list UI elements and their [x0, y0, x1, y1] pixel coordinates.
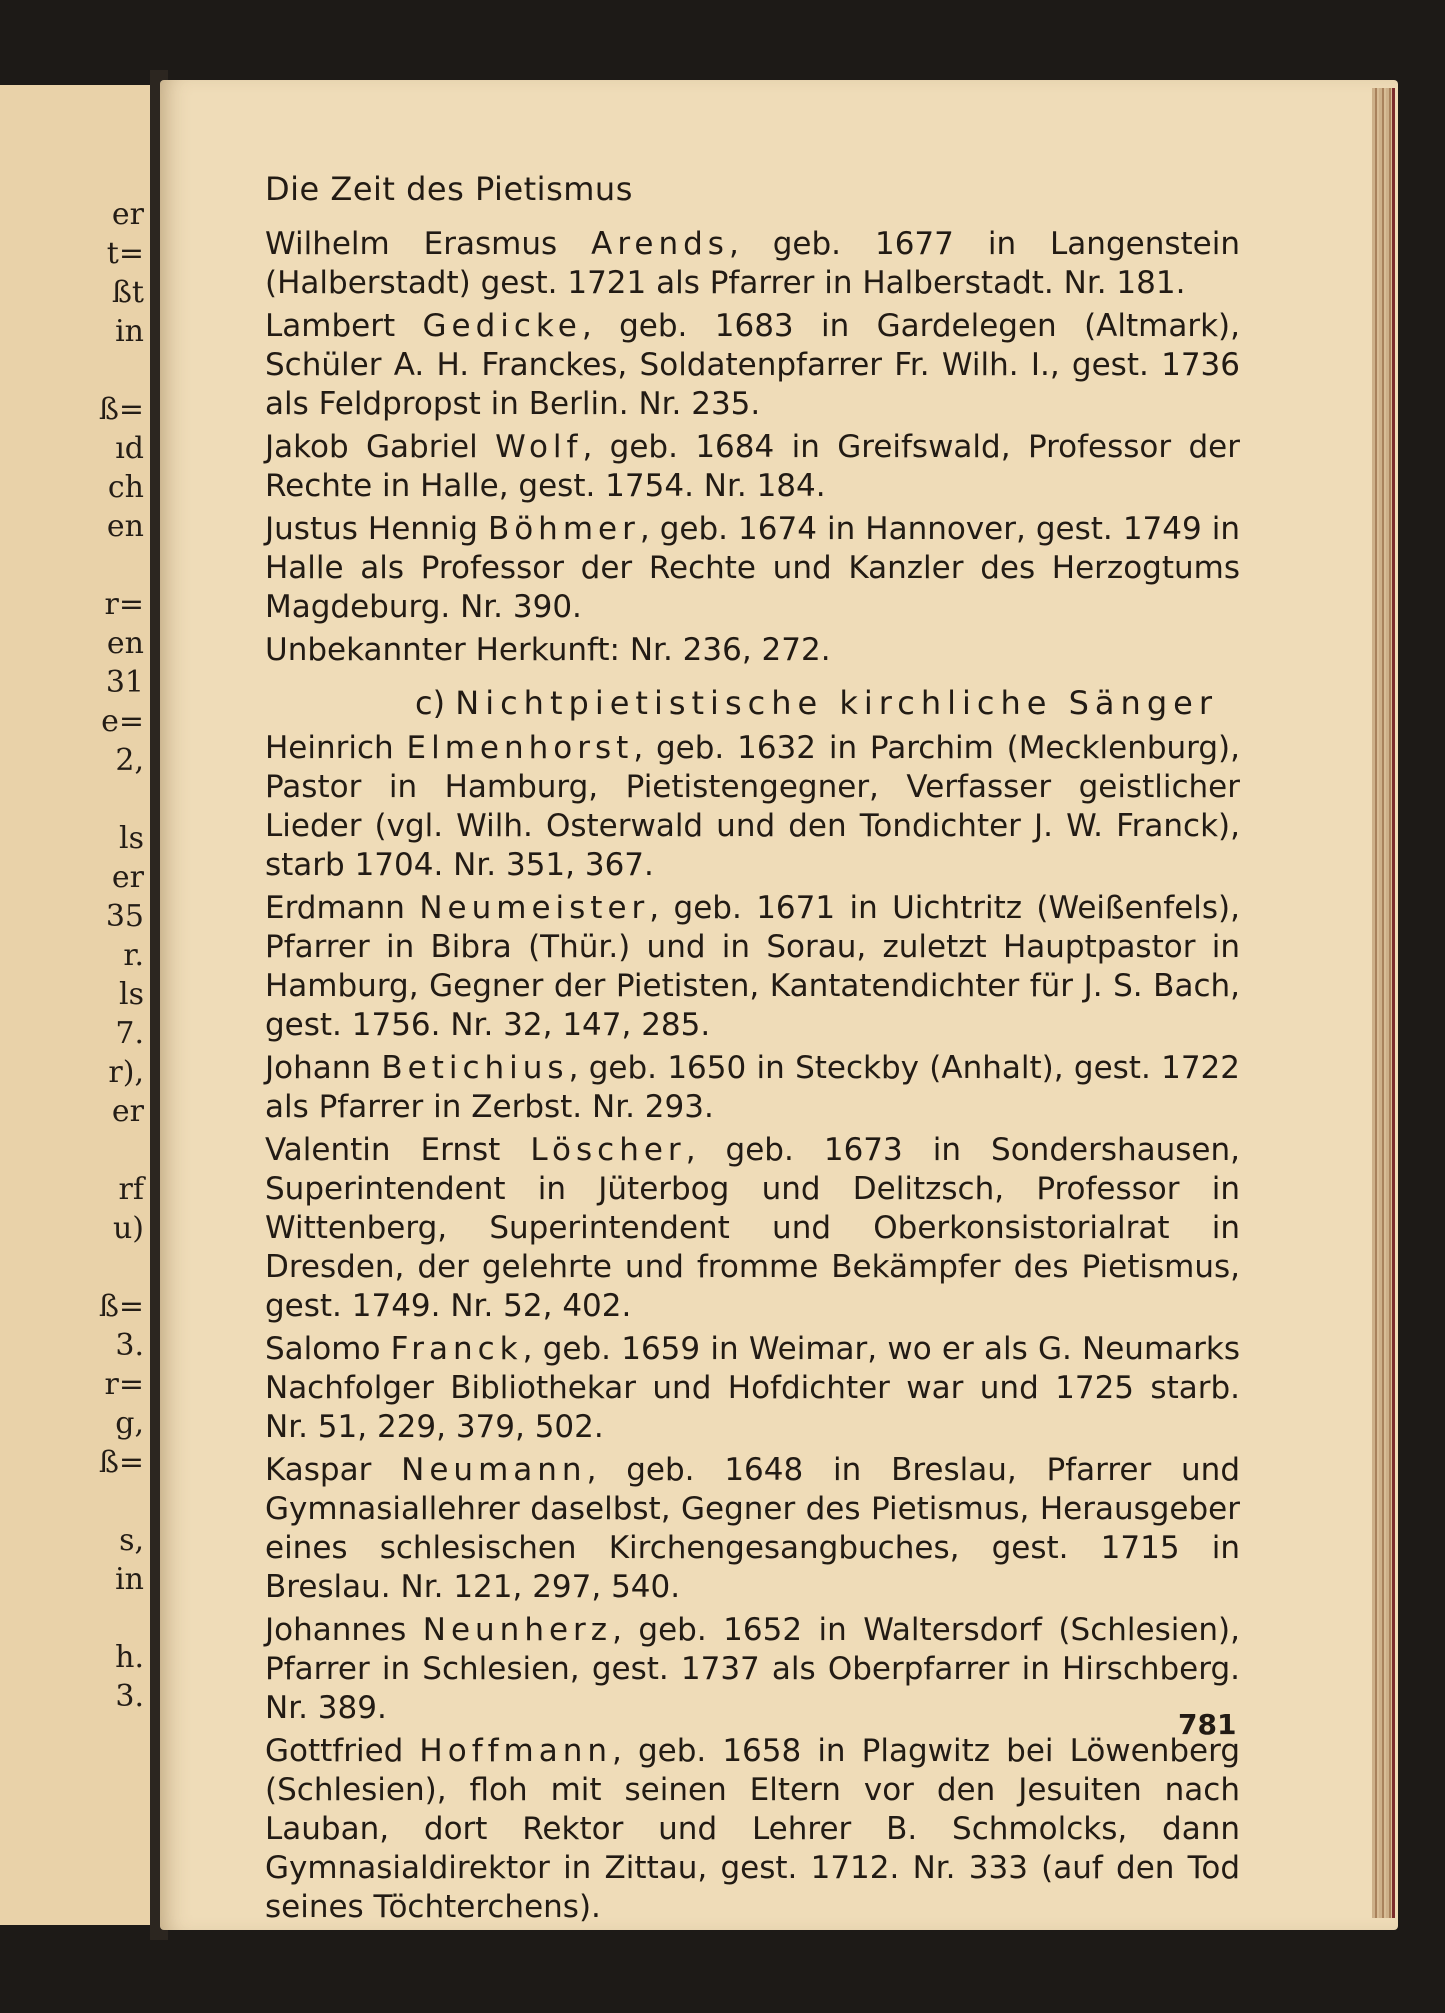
biography-entry: [265, 1049, 1240, 1127]
left-page-fragment: en: [106, 509, 144, 544]
left-page-fragment: ls: [119, 821, 144, 856]
entry-given-name: Jakob Gabriel: [265, 429, 478, 465]
biography-entry: [265, 1451, 1240, 1607]
entry-given-name: Gottfried: [265, 1733, 404, 1769]
left-page-fragment: g,: [115, 1406, 144, 1441]
left-page-fragment: 3.: [115, 1679, 144, 1714]
biography-entry: [265, 428, 1240, 506]
biography-entry: [265, 1611, 1240, 1728]
entry-details: , geb. 1674 in Hannover, gest. 1749 in Halle als Professor der Rechte und Kanzler des Herzogtums Magdeburg. Nr. 390.: [265, 511, 1240, 625]
left-page-fragment: r=: [104, 587, 144, 622]
entry-details: , geb. 1652 in Waltersdorf (Schlesien), Pfarrer in Schlesien, gest. 1737 als Oberpfarrer in Hirschberg. Nr. 389.: [265, 1612, 1241, 1726]
left-page-fragment: [64, 1131, 144, 1170]
entry-surname: Wolf: [495, 429, 583, 465]
left-page-fragment: rf: [118, 1172, 144, 1207]
left-page-fragment: r.: [123, 938, 144, 973]
entry-surname: Löscher: [530, 1132, 686, 1168]
entry-given-name: Wilhelm Erasmus: [265, 226, 558, 262]
page-text: [265, 170, 1240, 1931]
left-page-fragment: s,: [119, 1523, 144, 1558]
entry-details: , geb. 1632 in Parchim (Mecklenburg), Pastor in Hamburg, Pietistengegner, Verfasser geistlicher Lieder (vgl. Wilh. Osterwald und den Tondichter J. W. Franck), starb 1704. Nr. 351, 367.: [265, 730, 1240, 883]
entry-given-name: Kaspar: [265, 1452, 372, 1488]
biography-entry: [265, 729, 1240, 885]
section-heading: [265, 684, 1240, 723]
left-page-fragment: [64, 1482, 144, 1521]
biography-entry: [265, 1131, 1240, 1326]
left-page-fragment: ßt: [111, 275, 144, 310]
left-page-fragment: 7.: [115, 1016, 144, 1051]
entry-details: , geb. 1673 in Sondershausen, Superintendent in Jüterbog und Delitzsch, Professor in Wittenberg, Superintendent und Oberkonsistorialrat in Dresden, der gelehrte und fromme Bekämpfer des Pietismus, gest. 1749. Nr. 52, 402.: [265, 1132, 1240, 1324]
left-page-fragment: [64, 780, 144, 819]
biography-entry: [265, 631, 1240, 670]
left-page-fragment: ls: [119, 977, 144, 1012]
entry-given-name: Heinrich: [265, 730, 394, 766]
biography-entry: [265, 1330, 1240, 1447]
left-page-fragment: 2,: [115, 743, 144, 778]
left-page-fragment: 3.: [115, 1328, 144, 1363]
entries-list-non-pietists: [265, 729, 1240, 1927]
biography-entry: [265, 510, 1240, 627]
entry-surname: Neumeister: [419, 890, 650, 926]
left-page-fragment: u): [112, 1211, 144, 1246]
entry-surname: Franck: [390, 1331, 523, 1367]
left-page-fragment: in: [115, 314, 144, 349]
entries-list-pietists: [265, 225, 1240, 670]
entry-surname: Hoffmann: [419, 1733, 613, 1769]
page-edges: [1372, 88, 1395, 1918]
left-page-fragment: in: [115, 1562, 144, 1597]
entry-given-name: Johann: [265, 1050, 372, 1086]
entry-surname: Neunherz: [422, 1612, 613, 1648]
left-page-fragment: er: [111, 197, 144, 232]
left-page-fragment: ß=: [98, 392, 144, 427]
left-page-fragment: [64, 546, 144, 585]
left-page-fragment: e=: [101, 704, 144, 739]
biography-entry: [265, 225, 1240, 303]
entry-details: , geb. 1677 in Langenstein (Halberstadt) gest. 1721 als Pfarrer in Halberstadt. Nr. 181.: [265, 226, 1240, 301]
biography-entry: [265, 1732, 1240, 1927]
right-page: [160, 80, 1398, 1930]
entry-given-name: Lambert: [265, 308, 396, 344]
left-page-fragment: ıd: [115, 431, 144, 466]
left-facing-page: [0, 85, 156, 1925]
left-page-fragment: [64, 1599, 144, 1638]
entry-given-name: Unbekannter Herkunft:: [265, 632, 621, 668]
page-number: 781: [1178, 1708, 1237, 1741]
section-title: Nichtpietistische kirchliche Sänger: [455, 684, 1218, 722]
entry-details: , geb. 1648 in Breslau, Pfarrer und Gymnasiallehrer daselbst, Gegner des Pietismus, Herausgeber eines schlesischen Kirchengesangbuches, gest. 1715 in Breslau. Nr. 121, 297, 540.: [265, 1452, 1240, 1605]
entry-given-name: Johannes: [265, 1612, 407, 1648]
left-page-text-fragments: [64, 195, 144, 1716]
left-page-fragment: [64, 351, 144, 390]
entry-surname: Elmenhorst: [406, 730, 634, 766]
entry-details: , geb. 1683 in Gardelegen (Altmark), Schüler A. H. Franckes, Soldatenpfarrer Fr. Wilh. I., gest. 1736 als Feldpropst in Berlin. Nr. 235.: [265, 308, 1240, 422]
entry-details: Nr. 236, 272.: [620, 632, 831, 668]
running-head: Die Zeit des Pietismus: [265, 170, 633, 208]
section-label: c): [415, 684, 446, 722]
left-page-fragment: t=: [106, 236, 144, 271]
entry-given-name: Valentin Ernst: [265, 1132, 501, 1168]
entry-details: , geb. 1684 in Greifswald, Professor der Rechte in Halle, gest. 1754. Nr. 184.: [265, 429, 1240, 504]
left-page-fragment: ch: [107, 470, 144, 505]
left-page-fragment: ß=: [98, 1445, 144, 1480]
entry-details: , geb. 1659 in Weimar, wo er als G. Neumarks Nachfolger Bibliothekar und Hofdichter war und 1725 starb. Nr. 51, 229, 379, 502.: [265, 1331, 1241, 1445]
entry-surname: Neumann: [401, 1452, 587, 1488]
entry-details: , geb. 1671 in Uichtritz (Weißenfels), Pfarrer in Bibra (Thür.) und in Sorau, zuletzt Hauptpastor in Hamburg, Gegner der Pietisten, Kantatendichter für J. S. Bach, gest. 1756. Nr. 32, 147, 285.: [265, 890, 1240, 1043]
entry-surname: Böhmer: [487, 511, 640, 547]
entry-given-name: Salomo: [265, 1331, 381, 1367]
left-page-fragment: [64, 1248, 144, 1287]
left-page-fragment: er: [111, 860, 144, 895]
entry-given-name: Erdmann: [265, 890, 405, 926]
entry-surname: Arends: [591, 226, 729, 262]
left-page-fragment: 31: [105, 665, 144, 700]
entry-surname: Betichius: [381, 1050, 569, 1086]
left-page-fragment: ß=: [98, 1289, 144, 1324]
left-page-fragment: r),: [108, 1055, 144, 1090]
left-page-fragment: r=: [104, 1367, 144, 1402]
entry-details: , geb. 1650 in Steckby (Anhalt), gest. 1722 als Pfarrer in Zerbst. Nr. 293.: [265, 1050, 1240, 1125]
entry-given-name: Justus Hennig: [265, 511, 478, 547]
left-page-fragment: er: [111, 1094, 144, 1129]
biography-entry: [265, 307, 1240, 424]
entry-surname: Gedicke: [422, 308, 582, 344]
left-page-fragment: 35: [105, 899, 144, 934]
left-page-fragment: h.: [115, 1640, 144, 1675]
entry-details: , geb. 1658 in Plagwitz bei Löwenberg (Schlesien), floh mit seinen Eltern vor den Jesuiten nach Lauban, dort Rektor und Lehrer B. Schmolcks, dann Gymnasialdirektor in Zittau, gest. 1712. Nr. 333 (auf den Tod seines Töchterchens).: [265, 1733, 1240, 1925]
biography-entry: [265, 889, 1240, 1045]
left-page-fragment: en: [106, 626, 144, 661]
